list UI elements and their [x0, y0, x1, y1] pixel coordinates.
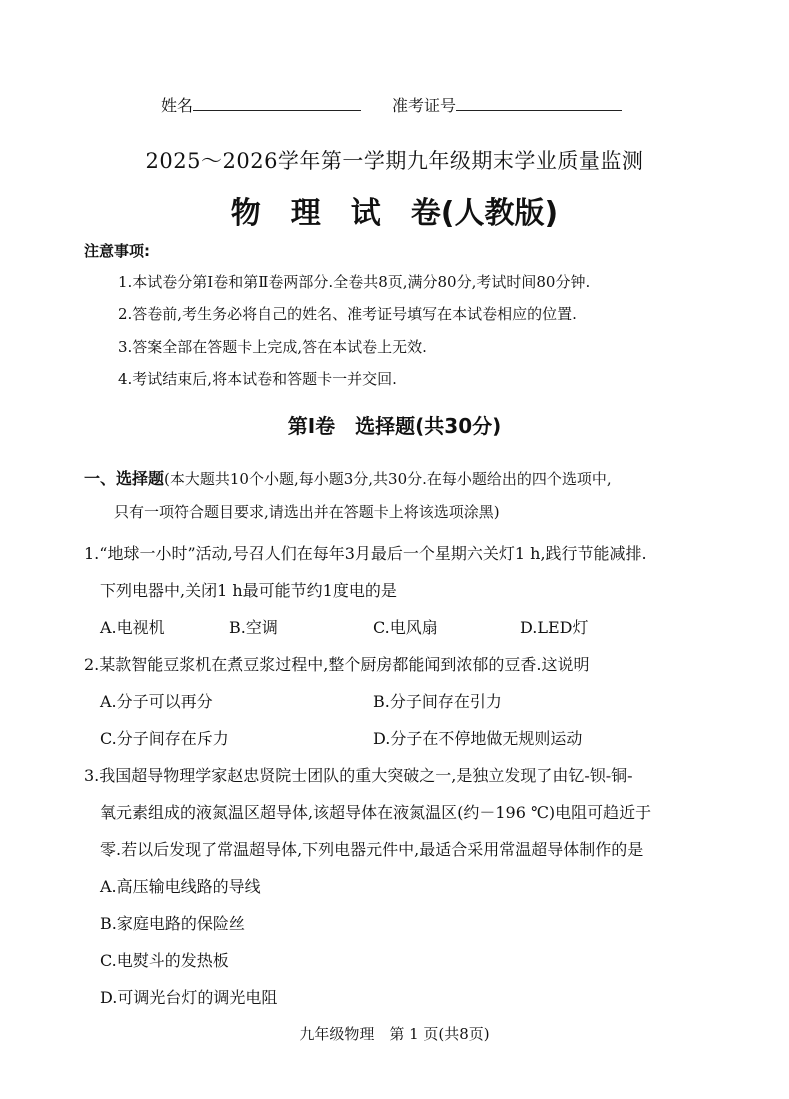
instructions-text-cont: 只有一项符合题目要求,请选出并在答题卡上将该选项涂黑): [114, 503, 500, 521]
question-2-stem: 2.某款智能豆浆机在煮豆浆过程中,整个厨房都能闻到浓郁的豆香.这说明: [84, 655, 590, 674]
question-3-stem-cont: 零.若以后发现了常温超导体,下列电器元件中,最适合采用常温超导体制作的是: [100, 840, 644, 859]
name-field[interactable]: [161, 92, 361, 116]
question-2-option-b[interactable]: B.分子间存在引力: [373, 692, 502, 711]
question-1-option-d[interactable]: D.LED灯: [520, 618, 589, 637]
question-2-option-d[interactable]: D.分子在不停地做无规则运动: [373, 729, 583, 748]
question-1-stem: 1.“地球一小时”活动,号召人们在每年3月最后一个星期六关灯1 h,践行节能减排.: [84, 544, 647, 563]
question-3-option-b[interactable]: B.家庭电路的保险丝: [100, 914, 245, 933]
question-3-option-c[interactable]: C.电熨斗的发热板: [100, 951, 229, 970]
section-title: 第Ⅰ卷 选择题(共30分): [287, 414, 502, 438]
question-1-stem-cont: 下列电器中,关闭1 h最可能节约1度电的是: [100, 581, 397, 600]
question-1-option-c[interactable]: C.电风扇: [373, 618, 438, 637]
question-3-stem: 3.我国超导物理学家赵忠贤院士团队的重大突破之一,是独立发现了由钇-钡-铜-: [84, 766, 633, 785]
question-3-option-d[interactable]: D.可调光台灯的调光电阻: [100, 988, 278, 1007]
exam-id-label: 准考证号: [392, 96, 457, 115]
instructions-text: (本大题共10个小题,每小题3分,共30分.在每小题给出的四个选项中,: [164, 470, 612, 488]
section-instructions: [84, 466, 612, 489]
question-2-option-c[interactable]: C.分子间存在斥力: [100, 729, 229, 748]
note-item: 3.答案全部在答题卡上完成,答在本试卷上无效.: [118, 338, 427, 356]
notes-heading: 注意事项:: [84, 242, 150, 260]
page-footer: 九年级物理 第 1 页(共8页): [299, 1025, 490, 1043]
question-2-option-a[interactable]: A.分子可以再分: [100, 692, 213, 711]
question-1-option-a[interactable]: A.电视机: [100, 618, 165, 637]
note-item: 1.本试卷分第Ⅰ卷和第Ⅱ卷两部分.全卷共8页,满分80分,考试时间80分钟.: [118, 273, 591, 291]
note-item: 2.答卷前,考生务必将自己的姓名、准考证号填写在本试卷相应的位置.: [118, 305, 577, 323]
name-label: 姓名: [161, 96, 194, 115]
exam-id-field[interactable]: [392, 92, 622, 116]
name-blank[interactable]: [193, 92, 361, 111]
question-3-stem-cont: 氧元素组成的液氮温区超导体,该超导体在液氮温区(约－196 ℃)电阻可趋近于: [100, 803, 652, 822]
question-1-option-b[interactable]: B.空调: [229, 618, 278, 637]
exam-title-line1: 2025～2026学年第一学期九年级期末学业质量监测: [145, 149, 644, 173]
exam-title-line2: 物 理 试 卷(人教版): [230, 196, 559, 231]
instructions-label: 一、选择题: [84, 469, 165, 488]
exam-id-blank[interactable]: [456, 92, 622, 111]
note-item: 4.考试结束后,将本试卷和答题卡一并交回.: [118, 370, 397, 388]
question-3-option-a[interactable]: A.高压输电线路的导线: [100, 877, 261, 896]
